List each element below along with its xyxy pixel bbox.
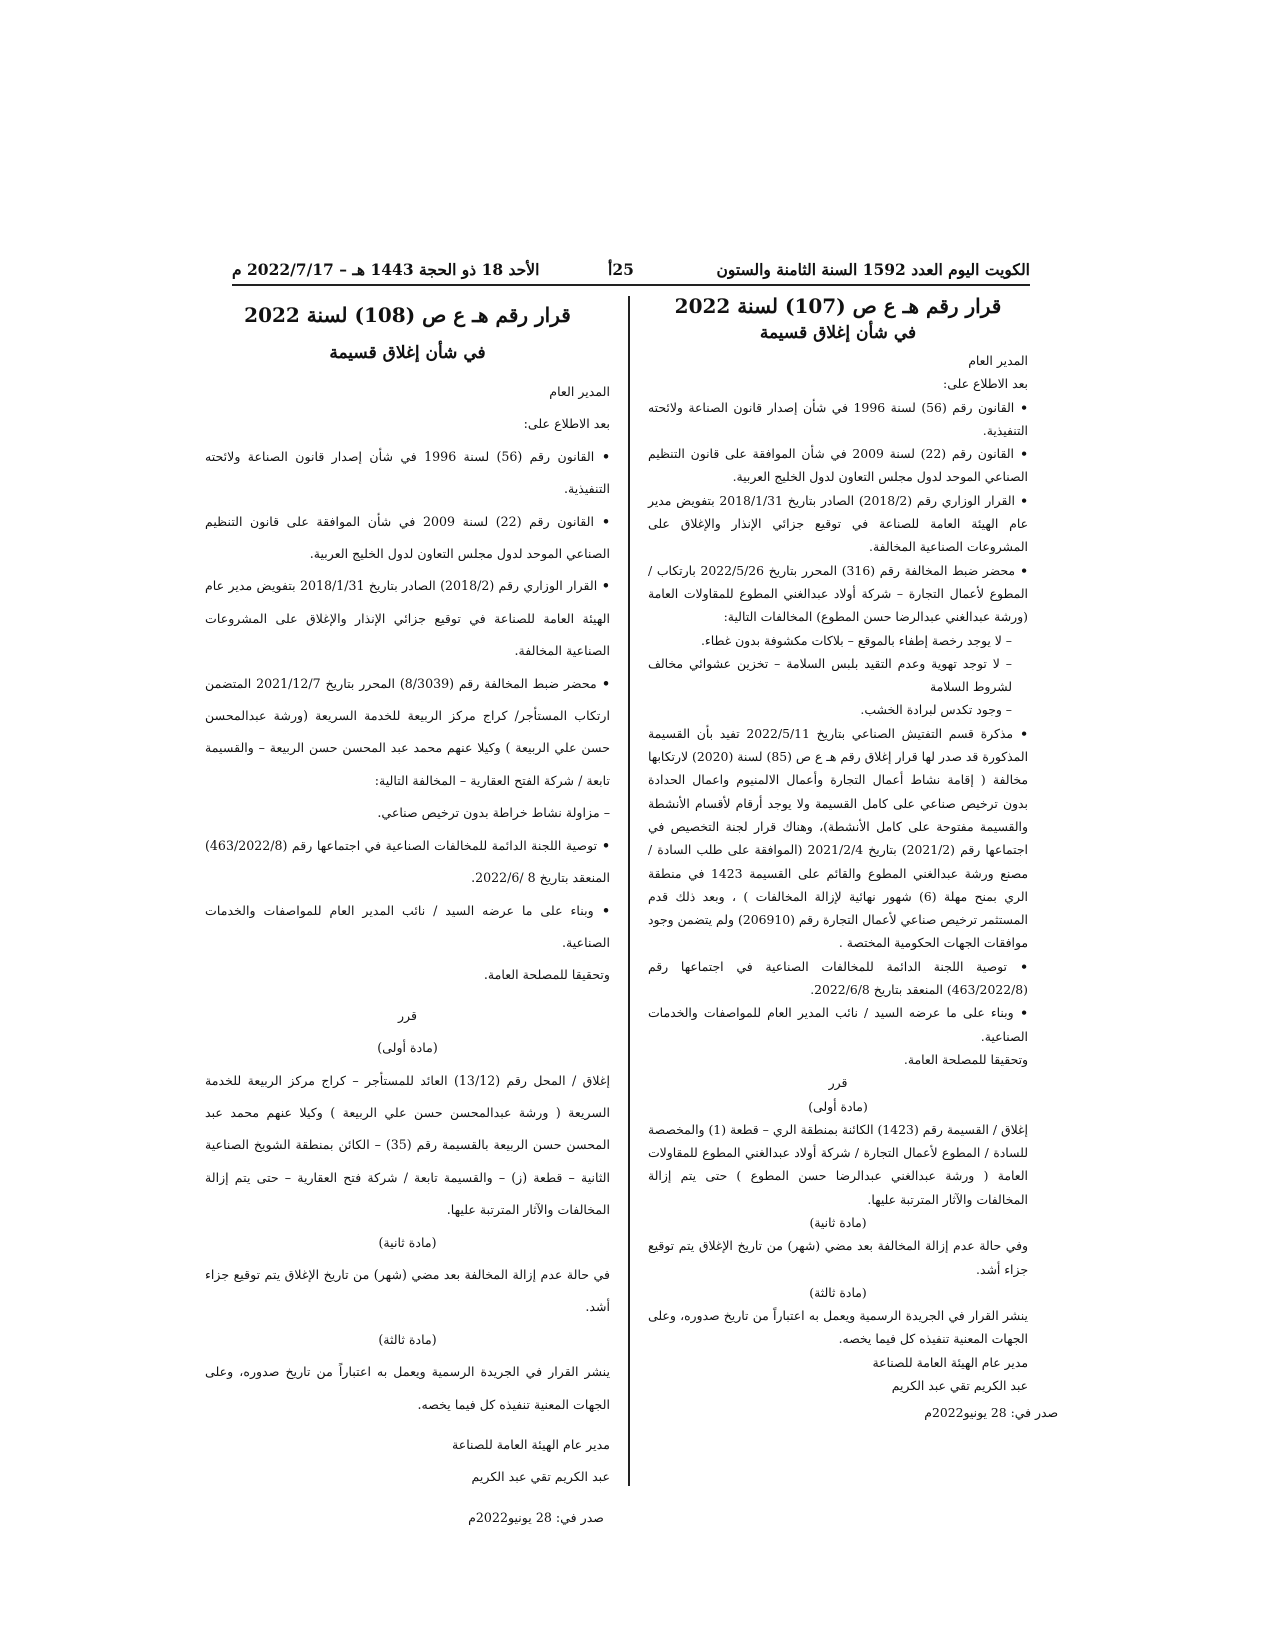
article-text: وفي حالة عدم إزالة المخالفة بعد مضي (شهر) من تاريخ الإغلاق يتم توقيع جزاء أشد. (648, 1238, 1028, 1277)
header-date: الأحد 18 ذو الحجة 1443 هـ – 2022/7/17 م (232, 260, 540, 279)
decision-107 (648, 292, 1058, 1425)
article-text: في حالة عدم إزالة المخالفة بعد مضي (شهر) من تاريخ الإغلاق يتم توقيع جزاء أشد. (205, 1266, 610, 1315)
article-heading: (مادة ثانية) (378, 1234, 437, 1250)
violation-item: – وجود تكدس لبرادة الخشب. (860, 702, 1012, 718)
article-heading: (مادة أولى) (808, 1098, 868, 1114)
article-heading: (مادة أولى) (377, 1040, 438, 1056)
header-issue: الكويت اليوم العدد 1592 السنة الثامنة والستون (716, 260, 1030, 279)
decided-heading: قرر (828, 1075, 848, 1091)
list-item: • القانون رقم (22) لسنة 2009 في شأن الموافقة على قانون التنظيم الصناعي الموحد لدول مجلس التعاون لدول الخليج العربية. (648, 442, 1028, 489)
issue-date: صدر في: 28 يونيو2022م (924, 1405, 1058, 1421)
public-interest: وتحقيقا للمصلحة العامة. (483, 967, 610, 983)
preamble: بعد الاطلاع على: (523, 416, 610, 432)
article-text: إغلاق / القسيمة رقم (1423) الكائنة بمنطقة الري – قطعة (1) والمخصصة للسادة / المطوع لأعمال التجارة / شركة أولاد عبدالغني المطوع للمقاولات العامة ( ورشة عبدالغني عبدالرضا حسن المطوع ) حتى يتم إزالة المخالفات والآثار المترتبة عليها. (648, 1121, 1028, 1207)
article-heading: (مادة ثالثة) (809, 1284, 867, 1300)
header-rule (232, 284, 1030, 286)
decided-heading: قرر (397, 1007, 418, 1023)
list-item: • محضر ضبط المخالفة رقم (316) المحرر بتاريخ 2022/5/26 بارتكاب / المطوع لأعمال التجارة – شركة أولاد عبدالغني المطوع للمقاولات العامة (ورشة عبدالغني عبدالرضا حسن المطوع) المخالفات التالية: (648, 559, 1028, 629)
list-item: • القرار الوزاري رقم (2018/2) الصادر بتاريخ 2018/1/31 بتفويض مدير عام الهيئة العامة للصناعة في توقيع جزائي الإنذار والإغلاق على المشروعات الصناعية المخالفة. (205, 570, 610, 667)
preamble: بعد الاطلاع على: (943, 376, 1028, 392)
article-text: إغلاق / المحل رقم (13/12) العائد للمستأجر – كراج مركز الربيعة للخدمة السريعة ( ورشة عبدالمحسن حسن علي الربيعة ) وكيلا عنهم محمد عبد المحسن حسن الربيعة بالقسيمة رقم (35) – الكائن بمنطقة الشويخ الصناعية الثانية – قطعة (ز) – والقسيمة تابعة / شركة فتح العقارية – حتى يتم إزالة المخالفات والآثار المترتبة عليها. (205, 1072, 610, 1218)
article-text: ينشر القرار في الجريدة الرسمية ويعمل به اعتباراً من تاريخ صدوره، وعلى الجهات المعنية تنفيذه كل فيما يخصه. (648, 1308, 1028, 1347)
signatory-title: مدير عام الهيئة العامة للصناعة (872, 1354, 1028, 1370)
signatory-name: عبد الكريم تقي عبد الكريم (891, 1378, 1028, 1394)
list-item: • القانون رقم (56) لسنة 1996 في شأن إصدار قانون الصناعة ولائحته التنفيذية. (648, 396, 1028, 443)
list-item: • وبناء على ما عرضه السيد / نائب المدير العام للمواصفات والخدمات الصناعية. (205, 895, 610, 960)
director-label: المدير العام (549, 384, 610, 399)
article-heading: (مادة ثالثة) (378, 1331, 437, 1347)
violation-item: – لا توجد تهوية وعدم التقيد بلبس السلامة – تخزين عشوائي مخالف لشروط السلامة (648, 655, 1012, 695)
list-item: • توصية اللجنة الدائمة للمخالفات الصناعية في اجتماعها رقم (463/2022/8) المنعقد بتاريخ 8 /2022/6. (205, 830, 610, 895)
page-header (232, 256, 1030, 286)
decision-subtitle: في شأن إغلاق قسيمة (759, 323, 917, 343)
public-interest: وتحقيقا للمصلحة العامة. (903, 1051, 1028, 1067)
list-item: • القرار الوزاري رقم (2018/2) الصادر بتاريخ 2018/1/31 بتفويض مدير عام الهيئة العامة للصناعة في توقيع جزائي الإنذار والإغلاق على المشروعات الصناعية المخالفة. (648, 489, 1028, 559)
signatory-title: مدير عام الهيئة العامة للصناعة (451, 1437, 610, 1452)
issue-date: صدر في: 28 يونيو2022م (468, 1509, 604, 1525)
article-text: ينشر القرار في الجريدة الرسمية ويعمل به اعتباراً من تاريخ صدوره، وعلى الجهات المعنية تنفيذه كل فيما يخصه. (205, 1364, 610, 1412)
list-item: • مذكرة قسم التفتيش الصناعي بتاريخ 2022/5/11 تفيد بأن القسيمة المذكورة قد صدر لها قرار إغلاق رقم هـ ع ص (85) لسنة (2020) لارتكابها مخالفة ( إقامة نشاط أعمال التجارة وأعمال الالمنيوم واعمال الحدادة بدون ترخيص صناعي على كامل القسيمة ولا يوجد أرقام لأقسام الأنشطة والقسيمة مفتوحة على كامل الأنشطة)، وهناك قرار لجنة التخصيص في اجتماعها رقم (2021/2) بتاريخ 2021/2/4 (الموافقة على طلب السادة / مصنع ورشة عبدالغني المطوع والقائم على القسيمة 1423 في منطقة الري بمنح مهلة (6) شهور نهائية لإزالة المخالفات ) ، وبعد ذلك قدم المستثمر ترخيص صناعي لأعمال التجارة رقم (206910) ولم يتضمن وجود موافقات الجهات الحكومية المختصة . (648, 722, 1028, 955)
decision-subtitle: في شأن إغلاق قسيمة (329, 343, 486, 363)
list-item: • محضر ضبط المخالفة رقم (8/3039) المحرر بتاريخ 2021/12/7 المتضمن ارتكاب المستأجر/ كراج مركز الربيعة للخدمة السريعة (ورشة عبدالمحسن حسن علي الربيعة ) وكيلا عنهم محمد عبد المحسن حسن الربيعة – والقسيمة تابعة / شركة الفتح العقارية – المخالفة التالية: (205, 668, 610, 798)
violation-item: – مزاولة نشاط خراطة بدون ترخيص صناعي. (377, 805, 610, 821)
decision-108 (205, 298, 610, 1534)
director-label: المدير العام (968, 353, 1028, 368)
decision-title: قرار رقم هـ ع ص (108) لسنة 2022 (244, 303, 571, 327)
header-page-number: 25أ (608, 260, 634, 279)
decision-title: قرار رقم هـ ع ص (107) لسنة 2022 (674, 294, 1002, 318)
column-divider (628, 296, 630, 1486)
list-item: • توصية اللجنة الدائمة للمخالفات الصناعية في اجتماعها رقم (463/2022/8) المنعقد بتاريخ 2022/6/8. (648, 955, 1028, 1002)
list-item: • وبناء على ما عرضه السيد / نائب المدير العام للمواصفات والخدمات الصناعية. (648, 1001, 1028, 1048)
violation-item: – لا يوجد رخصة إطفاء بالموقع – بلاكات مكشوفة بدون غطاء. (700, 632, 1012, 648)
list-item: • القانون رقم (22) لسنة 2009 في شأن الموافقة على قانون التنظيم الصناعي الموحد لدول مجلس التعاون لدول الخليج العربية. (205, 506, 610, 571)
signatory-name: عبد الكريم تقي عبد الكريم (471, 1469, 610, 1485)
article-heading: (مادة ثانية) (809, 1214, 867, 1230)
list-item: • القانون رقم (56) لسنة 1996 في شأن إصدار قانون الصناعة ولائحته التنفيذية. (205, 441, 610, 506)
